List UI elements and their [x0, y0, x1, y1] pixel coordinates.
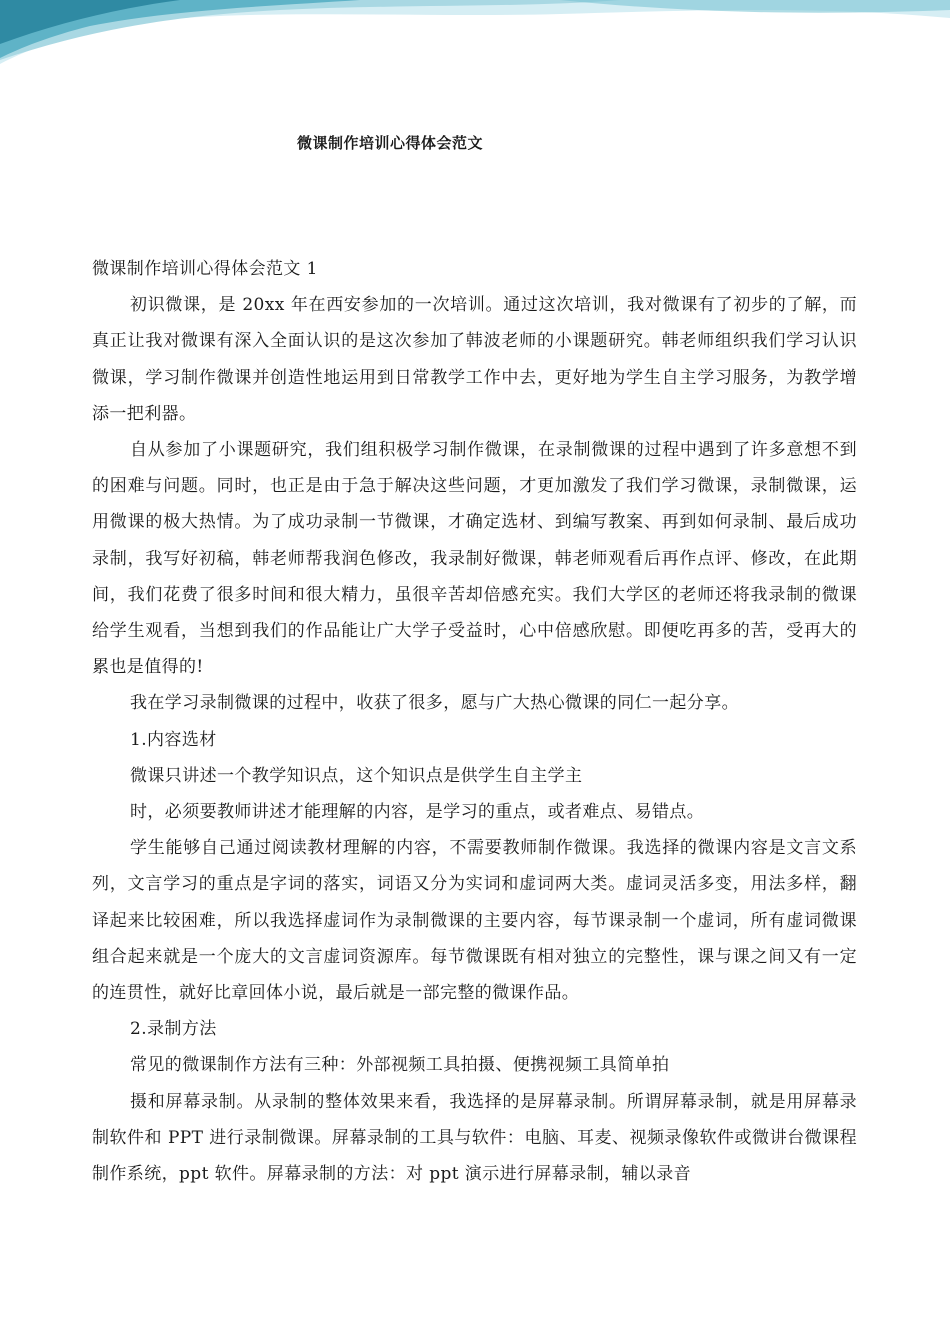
paragraph: 自从参加了小课题研究，我们组积极学习制作微课，在录制微课的过程中遇到了许多意想不到的困难与问题。同时，也正是由于急于解决这些问题，才更加激发了我们学习微课，录制微课，运用微课的极大热情。为了成功录制一节微课，才确定选材、到编写教案、再到如何录制、最后成功录制，我写好初稿，韩老师帮我润色修改，我录制好微课，韩老师观看后再作点评、修改，在此期间，我们花费了很多时间和很大精力，虽很辛苦却倍感充实。我们大学区的老师还将我录制的微课给学生观看，当想到我们的作品能让广大学子受益时，心中倍感欣慰。即便吃再多的苦，受再大的累也是值得的!	[92, 440, 857, 678]
subheading-content-selection: 1.内容选材	[130, 729, 217, 750]
document-body	[92, 251, 857, 1192]
paragraph: 学生能够自己通过阅读教材理解的内容，不需要教师制作微课。我选择的微课内容是文言文系列，文言学习的重点是字词的落实，词语又分为实词和虚词两大类。虚词灵活多变，用法多样，翻译起来比较困难，所以我选择虚词作为录制微课的主要内容，每节课录制一个虚词，所有虚词微课组合起来就是一个庞大的文言虚词资源库。每节微课既有相对独立的完整性，课与课之间又有一定的连贯性，就好比章回体小说，最后就是一部完整的微课作品。	[92, 838, 857, 1004]
paragraph: 摄和屏幕录制。从录制的整体效果来看，我选择的是屏幕录制。所谓屏幕录制，就是用屏幕录制软件和 PPT 进行录制微课。屏幕录制的工具与软件：电脑、耳麦、视频录像软件或微讲台微课程制作系统，ppt 软件。屏幕录制的方法：对 ppt 演示进行屏幕录制，辅以录音	[92, 1091, 857, 1185]
paragraph: 我在学习录制微课的过程中，收获了很多，愿与广大热心微课的同仁一起分享。	[130, 693, 739, 714]
header-wave-decoration	[0, 0, 950, 70]
paragraph: 微课只讲述一个教学知识点，这个知识点是供学生自主学主	[130, 765, 583, 786]
subheading-recording-method: 2.录制方法	[130, 1019, 217, 1040]
paragraph: 初识微课，是 20xx 年在西安参加的一次培训。通过这次培训，我对微课有了初步的了解，而真正让我对微课有深入全面认识的是这次参加了韩波老师的小课题研究。韩老师组织我们学习认识微课，学习制作微课并创造性地运用到日常教学工作中去，更好地为学生自主学习服务，为教学增添一把利器。	[92, 295, 857, 424]
paragraph: 常见的微课制作方法有三种：外部视频工具拍摄、便携视频工具简单拍	[130, 1055, 670, 1076]
document-title: 微课制作培训心得体会范文	[296, 134, 483, 152]
paragraph: 时，必须要教师讲述才能理解的内容，是学习的重点，或者难点、易错点。	[130, 802, 705, 823]
section-title: 微课制作培训心得体会范文 1	[92, 259, 318, 279]
